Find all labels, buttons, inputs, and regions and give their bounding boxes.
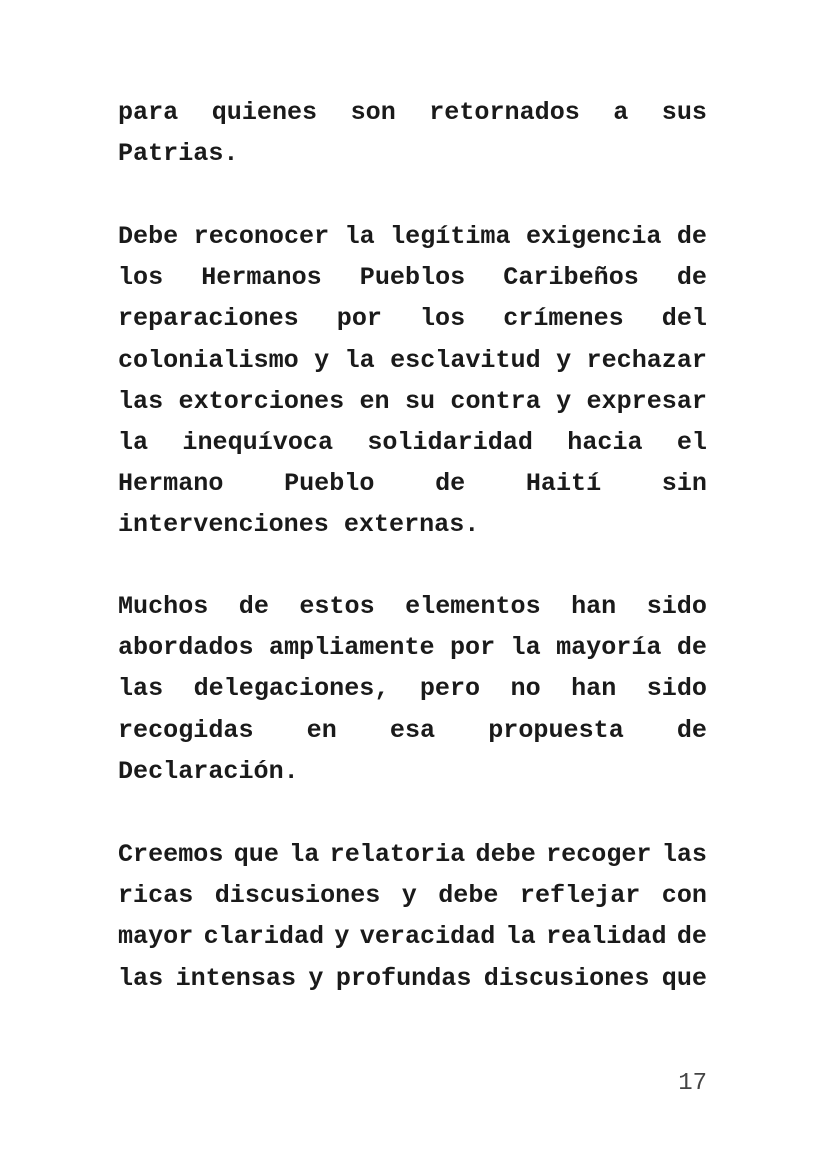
word: rechazar: [586, 345, 707, 375]
text-line: [118, 668, 707, 709]
word: intervenciones: [118, 510, 329, 540]
text-line: [118, 504, 707, 545]
word: en: [359, 386, 390, 416]
word: reconocer: [193, 222, 330, 251]
word: retornados: [429, 98, 580, 127]
word: Hermanos: [201, 263, 322, 293]
word: mayoría: [556, 633, 662, 663]
word: Declaración.: [118, 756, 299, 786]
text-line: [118, 710, 707, 751]
word: propuesta: [488, 715, 624, 745]
word: han: [571, 592, 617, 621]
word: Debe: [118, 222, 179, 251]
word: Patrias.: [118, 139, 239, 169]
word: en: [306, 715, 337, 745]
word: sus: [661, 98, 707, 127]
word: y: [334, 922, 350, 952]
text-line: [118, 916, 707, 957]
word: han: [571, 674, 617, 704]
word: las: [118, 674, 164, 704]
word: legítima: [390, 222, 511, 251]
word: los: [118, 263, 164, 293]
word: para: [118, 98, 179, 127]
word: discusiones: [483, 963, 650, 993]
text-line: [118, 298, 707, 339]
text-line: [118, 463, 707, 504]
word: la: [118, 427, 149, 457]
word: Haití: [525, 469, 602, 499]
word: colonialismo: [118, 345, 299, 375]
text-line: [118, 586, 707, 627]
word: Muchos: [118, 592, 209, 621]
word: las: [118, 386, 164, 416]
word: extorciones: [178, 386, 345, 416]
word: de: [676, 633, 707, 663]
word: que: [661, 963, 707, 993]
word: la: [510, 633, 541, 663]
text-line: [118, 257, 707, 298]
word: el: [676, 427, 707, 457]
text-line: [118, 340, 707, 381]
word: elementos: [405, 592, 541, 621]
word: la: [289, 840, 320, 869]
word: de: [676, 263, 707, 293]
text-line: [118, 875, 707, 916]
paragraph: [118, 586, 707, 792]
word: ricas: [118, 881, 194, 911]
word: con: [661, 881, 707, 911]
word: Hermano: [118, 469, 224, 499]
page-number: 17: [678, 1070, 707, 1097]
word: abordados: [118, 633, 254, 663]
word: hacia: [567, 427, 643, 457]
word: la: [344, 345, 375, 375]
word: sido: [646, 674, 707, 704]
text-line: [118, 216, 707, 257]
word: de: [676, 922, 707, 952]
text-line: [118, 133, 707, 174]
word: exigencia: [525, 222, 662, 251]
text-line: [118, 958, 707, 999]
word: Pueblo: [284, 469, 375, 499]
word: mayor: [118, 922, 194, 952]
word: quienes: [211, 98, 318, 127]
word: realidad: [546, 922, 667, 952]
word: de: [435, 469, 466, 499]
word: los: [420, 304, 466, 334]
text-line: [118, 422, 707, 463]
word: externas.: [343, 510, 480, 540]
word: esclavitud: [390, 345, 541, 375]
word: profundas: [335, 963, 472, 993]
word: por: [449, 633, 496, 663]
word: de: [238, 592, 269, 621]
word: contra: [450, 386, 541, 416]
word: sido: [646, 592, 707, 621]
paragraph: [118, 834, 707, 999]
word: intensas: [175, 963, 297, 993]
word: sin: [661, 469, 707, 499]
word: debe: [475, 840, 536, 869]
word: y: [308, 963, 324, 993]
word: inequívoca: [182, 427, 334, 457]
word: que: [233, 840, 279, 869]
word: la: [505, 922, 536, 952]
word: veracidad: [359, 922, 496, 952]
word: delegaciones,: [193, 674, 390, 704]
word: las: [661, 840, 707, 869]
word: a: [613, 98, 629, 127]
word: su: [404, 386, 436, 416]
word: la: [344, 222, 375, 251]
word: Caribeños: [503, 263, 639, 293]
word: ampliamente: [268, 633, 435, 663]
word: y: [314, 345, 330, 375]
word: recogidas: [118, 715, 254, 745]
word: y: [556, 345, 572, 375]
text-line: [118, 627, 707, 668]
text-line: [118, 92, 707, 133]
word: no: [510, 674, 541, 704]
word: y: [401, 881, 417, 911]
word: las: [118, 963, 164, 993]
paragraph: [118, 216, 707, 546]
word: pero: [419, 674, 481, 704]
word: por: [336, 304, 382, 334]
word: y: [556, 386, 572, 416]
word: claridad: [203, 922, 325, 952]
word: Pueblos: [359, 263, 466, 293]
text-line: [118, 381, 707, 422]
word: crímenes: [503, 304, 624, 334]
word: de: [676, 222, 707, 251]
word: debe: [438, 881, 499, 911]
word: discusiones: [214, 881, 381, 911]
text-line: [118, 834, 707, 875]
text-line: [118, 751, 707, 792]
word: del: [661, 304, 707, 334]
word: son: [350, 98, 396, 127]
word: estos: [299, 592, 375, 621]
word: expresar: [586, 386, 707, 416]
word: esa: [389, 715, 436, 745]
word: recoger: [546, 840, 652, 869]
word: relatoria: [329, 840, 466, 869]
word: solidaridad: [367, 427, 533, 457]
word: reflejar: [519, 881, 641, 911]
paragraph: [118, 92, 707, 174]
word: reparaciones: [118, 304, 299, 334]
word: Creemos: [118, 840, 224, 869]
word: de: [676, 715, 707, 745]
